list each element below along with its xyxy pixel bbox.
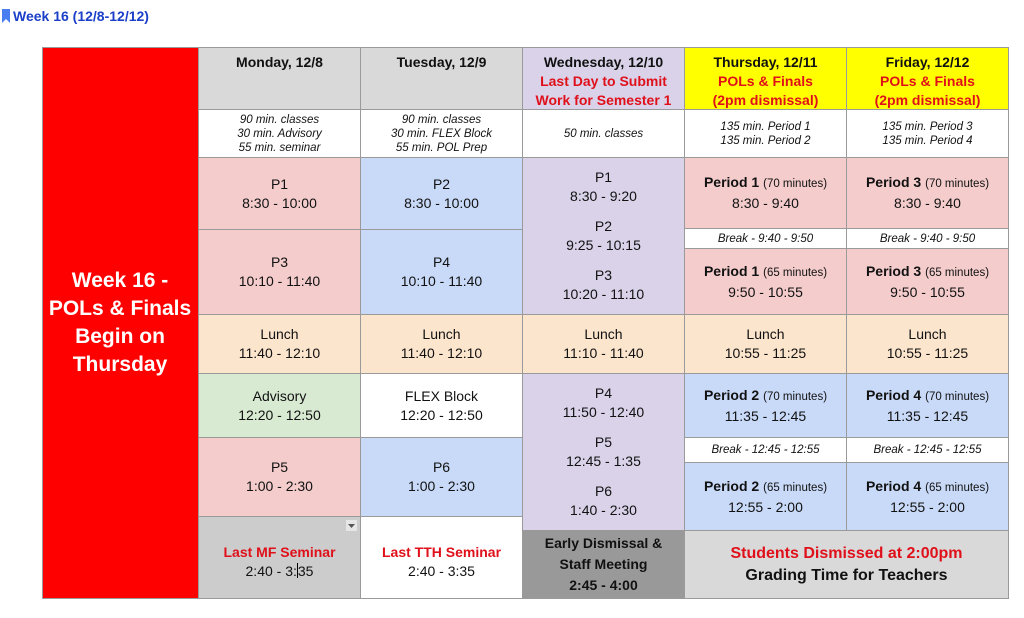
period-name: FLEX Block [404,387,479,404]
period-name: Period 3 [865,262,922,279]
dismissal-line: Students Dismissed at 2:00pm [730,544,963,562]
tue-p6[interactable] [361,438,523,517]
fri-period-3a[interactable] [847,158,1009,229]
early-dismissal-time: 2:45 - 4:00 [569,577,638,593]
period-name: Last TTH Seminar [381,543,502,560]
note-line: 135 min. Period 1 [720,120,811,133]
period-duration: (70 minutes) [925,178,990,190]
wed-lunch[interactable] [523,315,685,374]
period-name: P3 [270,254,289,270]
period-time: 8:30 - 10:00 [404,194,479,211]
grading-line: Grading Time for Teachers [745,566,948,584]
period-time: 8:30 - 10:00 [242,194,317,211]
bookmark-icon [2,9,10,23]
period-time: 11:40 - 12:10 [400,345,483,361]
period-time: 11:10 - 11:40 [563,345,644,361]
mon-p5[interactable] [199,438,361,517]
fri-lunch[interactable] [847,315,1009,374]
period-name: P1 [270,175,289,192]
day-label: Monday, 12/8 [236,54,323,70]
period-time: 2:40 - 3:35 [408,562,475,579]
tue-p2[interactable] [361,158,523,230]
notes-thursday[interactable] [685,110,847,158]
thu-break-2[interactable] [685,438,847,463]
mon-p3[interactable] [199,230,361,315]
period-name: Period 1 [703,262,760,279]
note-line: 90 min. classes [401,113,482,126]
period-name: Period 3 [865,174,922,190]
period-duration: (70 minutes) [763,390,828,403]
week-banner[interactable] [42,47,199,599]
period-duration: (65 minutes) [763,266,828,279]
thu-lunch[interactable] [685,315,847,374]
day-note: POLs & Finals [880,73,975,89]
wed-p2 [566,217,641,255]
period-name: Period 2 [703,477,760,494]
note-line: 135 min. Period 2 [720,134,811,147]
period-name: Lunch [260,326,299,342]
period-name: P5 [594,433,613,450]
period-duration: (70 minutes) [925,390,990,403]
header-tuesday[interactable] [361,47,523,110]
fri-period-4b[interactable] [847,463,1009,531]
wed-p5 [566,433,641,471]
period-time: 11:40 - 12:10 [238,345,321,361]
wed-p6 [570,482,637,520]
schedule-grid [42,47,1009,599]
wed-p4 [563,384,644,422]
period-name: P2 [432,175,451,192]
tue-p4[interactable] [361,230,523,315]
period-time: 8:30 - 9:40 [894,195,961,211]
period-duration: (65 minutes) [925,481,990,494]
period-name: Last MF Seminar [223,543,336,560]
period-name: Lunch [908,326,947,342]
mon-p1[interactable] [199,158,361,230]
period-time: 9:50 - 10:55 [890,283,965,300]
fri-period-4a[interactable] [847,374,1009,438]
mon-advisory[interactable] [199,374,361,438]
header-thursday[interactable] [685,47,847,110]
period-name: Lunch [584,326,623,342]
dropdown-arrow-icon[interactable] [346,520,357,531]
period-time: 12:55 - 2:00 [890,498,965,515]
period-time: 12:20 - 12:50 [400,406,483,423]
period-duration: (65 minutes) [763,481,828,494]
note-line: 135 min. Period 4 [882,134,973,147]
break-label: Break - 12:45 - 12:55 [873,444,982,456]
fri-break-2[interactable] [847,438,1009,463]
period-time: 9:50 - 10:55 [728,283,803,300]
fri-break-1[interactable] [847,229,1009,249]
time-text: 2:40 - 3: [245,562,297,579]
period-name: Period 4 [865,477,922,494]
day-note: (2pm dismissal) [874,92,981,108]
period-time: 8:30 - 9:20 [570,187,637,204]
notes-wednesday[interactable] [523,110,685,158]
heading-title: Week 16 (12/8-12/12) [13,8,149,24]
period-time: 11:35 - 12:45 [886,407,969,424]
period-name: Period 1 [703,174,760,190]
period-time: 1:00 - 2:30 [408,478,475,494]
note-line: 55 min. seminar [238,141,321,154]
banner-line: POLs & Finals [48,296,192,320]
note-line: 90 min. classes [239,113,320,126]
day-note: (2pm dismissal) [712,92,819,108]
day-label: Wednesday, 12/10 [543,54,664,70]
header-monday[interactable] [199,47,361,110]
period-name: P6 [594,483,613,500]
wed-p3 [563,266,644,304]
period-time: 11:35 - 12:45 [724,407,807,424]
period-name: P4 [594,384,613,401]
period-time[interactable] [246,562,314,581]
wed-p1 [570,168,637,206]
notes-friday[interactable] [847,110,1009,158]
early-dismissal-line: Staff Meeting [559,556,648,572]
early-dismissal-line: Early Dismissal & [544,535,663,551]
note-line: 30 min. FLEX Block [391,127,492,140]
banner-line: Begin on [75,324,165,348]
day-label: Tuesday, 12/9 [396,54,487,70]
period-time: 10:10 - 11:40 [238,273,321,289]
thu-period-1a[interactable] [685,158,847,229]
period-name: Lunch [422,326,461,342]
banner-line: Thursday [72,352,168,376]
banner-line: Week 16 - [71,268,169,292]
period-name: P4 [432,254,451,270]
day-note: POLs & Finals [718,73,813,89]
day-note: Last Day to Submit [540,73,667,89]
wed-morning-block[interactable] [523,158,685,315]
fri-period-3b[interactable] [847,249,1009,315]
notes-tuesday[interactable] [361,110,523,158]
thu-fri-dismissal[interactable] [685,531,1009,599]
mon-seminar[interactable] [199,517,361,599]
mon-lunch[interactable] [199,315,361,374]
note-line: 55 min. POL Prep [395,141,488,154]
period-name: P3 [594,267,613,284]
notes-monday[interactable] [199,110,361,158]
thu-break-1[interactable] [685,229,847,249]
break-label: Break - 12:45 - 12:55 [711,444,820,456]
note-line: 135 min. Period 3 [882,120,973,133]
period-time: 12:20 - 12:50 [238,406,321,423]
period-name: Period 4 [865,386,922,403]
tue-flex-block[interactable] [361,374,523,438]
break-label: Break - 9:40 - 9:50 [717,232,814,245]
break-label: Break - 9:40 - 9:50 [879,232,976,245]
thu-period-1b[interactable] [685,249,847,315]
period-duration: (65 minutes) [925,266,990,279]
thu-period-2a[interactable] [685,374,847,438]
period-time: 10:55 - 11:25 [886,345,969,361]
period-name: Lunch [746,326,785,342]
period-duration: (70 minutes) [763,178,828,190]
period-time: 10:20 - 11:10 [562,286,645,303]
period-name: P2 [594,217,613,234]
period-time: 10:55 - 11:25 [724,345,807,361]
tue-seminar[interactable] [361,517,523,599]
period-name: Advisory [252,387,307,404]
period-time: 12:45 - 1:35 [566,452,641,469]
period-name: Period 2 [703,386,760,403]
thu-period-2b[interactable] [685,463,847,531]
sheet-heading[interactable] [2,6,149,26]
day-label: Thursday, 12/11 [713,54,818,70]
time-text: 35 [297,562,314,579]
period-name: P1 [594,168,613,185]
wed-early-dismissal[interactable] [523,531,685,599]
note-line: 30 min. Advisory [237,127,322,140]
period-time: 8:30 - 9:40 [732,195,799,211]
tue-lunch[interactable] [361,315,523,374]
note-line: 50 min. classes [563,127,644,140]
period-time: 10:10 - 11:40 [400,273,483,289]
period-time: 12:55 - 2:00 [728,498,803,515]
period-name: P5 [270,459,289,475]
period-time: 11:50 - 12:40 [562,403,645,420]
header-wednesday[interactable] [523,47,685,110]
header-friday[interactable] [847,47,1009,110]
period-name: P6 [432,459,451,475]
period-time: 1:40 - 2:30 [570,502,637,519]
day-note: Work for Semester 1 [535,92,672,108]
wed-afternoon-block[interactable] [523,374,685,531]
period-time: 9:25 - 10:15 [566,236,641,253]
period-time: 1:00 - 2:30 [246,478,313,494]
day-label: Friday, 12/12 [885,54,970,70]
